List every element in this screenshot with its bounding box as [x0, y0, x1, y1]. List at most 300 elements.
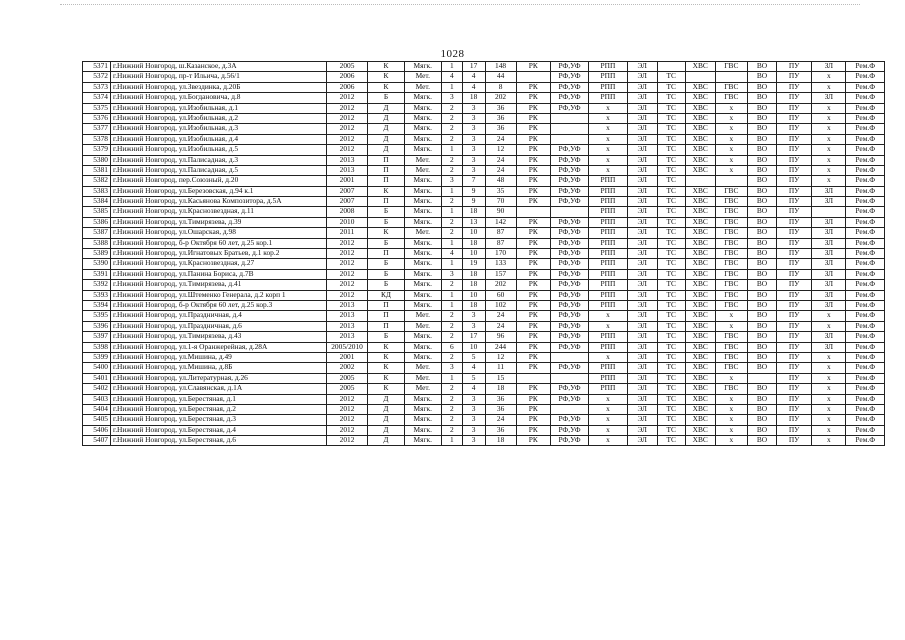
col-vo-cell: ВО: [747, 321, 776, 331]
category-cell: КД: [368, 290, 404, 300]
entrances-cell: 1: [441, 145, 462, 155]
col-gvs-cell: ГВС: [715, 342, 747, 352]
col-rk-cell: РК: [516, 228, 550, 238]
apartments-cell: 142: [485, 217, 516, 227]
year-cell: 2012: [326, 415, 368, 425]
col-el-cell: ЭЛ: [627, 82, 657, 92]
col-rem-cell: Рем.Ф: [846, 113, 885, 123]
entrances-cell: 2: [441, 311, 462, 321]
category-cell: П: [368, 176, 404, 186]
category-cell: П: [368, 155, 404, 165]
col-zl-cell: [812, 207, 846, 217]
apartments-cell: 170: [485, 249, 516, 259]
col-hvs-cell: [685, 72, 715, 82]
row-number-cell: 5399: [83, 352, 111, 362]
roof-cell: Мягк.: [404, 217, 441, 227]
col-rf-uf-cell: РФ,УФ: [550, 300, 588, 310]
col-rf-uf-cell: РФ,УФ: [550, 62, 588, 72]
row-number-cell: 5377: [83, 124, 111, 134]
col-rem-cell: Рем.Ф: [846, 269, 885, 279]
col-gvs-cell: х: [715, 134, 747, 144]
col-pu-cell: ПУ: [776, 363, 811, 373]
year-cell: 2012: [326, 103, 368, 113]
row-number-cell: 5403: [83, 394, 111, 404]
category-cell: Б: [368, 259, 404, 269]
col-vo-cell: ВО: [747, 155, 776, 165]
col-rpp-cell: РПП: [589, 342, 627, 352]
col-rk-cell: РК: [516, 384, 550, 394]
address-cell: г.Нижний Новгород, ул.Изобильная, д.1: [111, 103, 327, 113]
col-el-cell: ЭЛ: [627, 363, 657, 373]
category-cell: К: [368, 72, 404, 82]
roof-cell: Мягк.: [404, 436, 441, 446]
col-pu-cell: ПУ: [776, 321, 811, 331]
col-hvs-cell: ХВС: [685, 384, 715, 394]
address-cell: г.Нижний Новгород, ул.Краснозвездная, д.27: [111, 259, 327, 269]
col-el-cell: ЭЛ: [627, 176, 657, 186]
col-el-cell: ЭЛ: [627, 249, 657, 259]
col-rk-cell: РК: [516, 103, 550, 113]
col-ts-cell: ТС: [657, 228, 685, 238]
col-rf-uf-cell: [550, 373, 588, 383]
category-cell: Д: [368, 404, 404, 414]
floors-cell: 3: [462, 155, 485, 165]
col-el-cell: ЭЛ: [627, 332, 657, 342]
col-pu-cell: ПУ: [776, 62, 811, 72]
col-el-cell: ЭЛ: [627, 425, 657, 435]
category-cell: П: [368, 311, 404, 321]
address-cell: г.Нижний Новгород, ул.Тимирязева, д.41: [111, 280, 327, 290]
col-el-cell: ЭЛ: [627, 436, 657, 446]
category-cell: Д: [368, 103, 404, 113]
row-number-cell: 5393: [83, 290, 111, 300]
row-number-cell: 5380: [83, 155, 111, 165]
col-rk-cell: РК: [516, 145, 550, 155]
col-vo-cell: ВО: [747, 269, 776, 279]
apartments-cell: 24: [485, 311, 516, 321]
year-cell: 2005: [326, 384, 368, 394]
col-gvs-cell: х: [715, 425, 747, 435]
col-ts-cell: ТС: [657, 384, 685, 394]
roof-cell: Мягк.: [404, 134, 441, 144]
col-rem-cell: Рем.Ф: [846, 238, 885, 248]
col-rk-cell: РК: [516, 82, 550, 92]
address-cell: г.Нижний Новгород, ул.Березовская, д.94 к.1: [111, 186, 327, 196]
col-zl-cell: ЗЛ: [812, 217, 846, 227]
address-cell: г.Нижний Новгород, ул.Славянская, д.1А: [111, 384, 327, 394]
col-el-cell: ЭЛ: [627, 197, 657, 207]
year-cell: 2012: [326, 259, 368, 269]
address-cell: г.Нижний Новгород, ул.Изобильная, д.4: [111, 134, 327, 144]
col-el-cell: ЭЛ: [627, 352, 657, 362]
col-vo-cell: ВО: [747, 425, 776, 435]
col-zl-cell: ЗЛ: [812, 269, 846, 279]
address-cell: г.Нижний Новгород, ул.Берестяная, д.1: [111, 394, 327, 404]
col-gvs-cell: ГВС: [715, 332, 747, 342]
col-el-cell: ЭЛ: [627, 155, 657, 165]
col-el-cell: ЭЛ: [627, 290, 657, 300]
table-row: [83, 269, 885, 279]
row-number-cell: 5395: [83, 311, 111, 321]
year-cell: 2012: [326, 145, 368, 155]
col-rem-cell: Рем.Ф: [846, 72, 885, 82]
col-pu-cell: ПУ: [776, 259, 811, 269]
col-pu-cell: ПУ: [776, 280, 811, 290]
col-zl-cell: х: [812, 165, 846, 175]
col-pu-cell: ПУ: [776, 300, 811, 310]
year-cell: 2012: [326, 134, 368, 144]
col-el-cell: ЭЛ: [627, 186, 657, 196]
col-vo-cell: ВО: [747, 300, 776, 310]
col-zl-cell: х: [812, 321, 846, 331]
col-rk-cell: РК: [516, 93, 550, 103]
table-row: [83, 145, 885, 155]
col-rpp-cell: РПП: [589, 384, 627, 394]
year-cell: 2006: [326, 72, 368, 82]
roof-cell: Мягк.: [404, 249, 441, 259]
apartments-cell: 48: [485, 176, 516, 186]
col-rf-uf-cell: РФ,УФ: [550, 176, 588, 186]
col-rpp-cell: х: [589, 103, 627, 113]
col-vo-cell: ВО: [747, 394, 776, 404]
col-ts-cell: ТС: [657, 113, 685, 123]
col-vo-cell: ВО: [747, 332, 776, 342]
entrances-cell: 4: [441, 72, 462, 82]
address-cell: г.Нижний Новгород, ул.Мишина, д.8Б: [111, 363, 327, 373]
col-pu-cell: ПУ: [776, 145, 811, 155]
col-pu-cell: ПУ: [776, 165, 811, 175]
entrances-cell: 4: [441, 249, 462, 259]
col-pu-cell: ПУ: [776, 103, 811, 113]
col-hvs-cell: ХВС: [685, 321, 715, 331]
col-zl-cell: ЗЛ: [812, 62, 846, 72]
year-cell: 2007: [326, 197, 368, 207]
col-zl-cell: х: [812, 352, 846, 362]
col-rk-cell: РК: [516, 197, 550, 207]
floors-cell: 3: [462, 113, 485, 123]
col-rk-cell: РК: [516, 62, 550, 72]
row-number-cell: 5389: [83, 249, 111, 259]
col-rpp-cell: РПП: [589, 249, 627, 259]
roof-cell: Мет.: [404, 155, 441, 165]
category-cell: Б: [368, 269, 404, 279]
col-ts-cell: ТС: [657, 269, 685, 279]
col-rem-cell: Рем.Ф: [846, 124, 885, 134]
col-rem-cell: Рем.Ф: [846, 352, 885, 362]
col-rf-uf-cell: РФ,УФ: [550, 332, 588, 342]
address-cell: г.Нижний Новгород, ул.Панина Бориса, д.7В: [111, 269, 327, 279]
table-row: [83, 300, 885, 310]
col-hvs-cell: ХВС: [685, 311, 715, 321]
col-vo-cell: ВО: [747, 62, 776, 72]
category-cell: П: [368, 321, 404, 331]
col-hvs-cell: ХВС: [685, 124, 715, 134]
col-rk-cell: РК: [516, 436, 550, 446]
col-pu-cell: ПУ: [776, 342, 811, 352]
table-row: [83, 165, 885, 175]
col-rk-cell: РК: [516, 186, 550, 196]
row-number-cell: 5372: [83, 72, 111, 82]
year-cell: 2013: [326, 332, 368, 342]
col-ts-cell: ТС: [657, 238, 685, 248]
col-pu-cell: ПУ: [776, 217, 811, 227]
col-vo-cell: ВО: [747, 238, 776, 248]
floors-cell: 18: [462, 280, 485, 290]
entrances-cell: 2: [441, 394, 462, 404]
col-zl-cell: ЗЛ: [812, 342, 846, 352]
col-pu-cell: ПУ: [776, 373, 811, 383]
apartments-cell: 157: [485, 269, 516, 279]
entrances-cell: 2: [441, 124, 462, 134]
entrances-cell: 1: [441, 186, 462, 196]
col-rem-cell: Рем.Ф: [846, 415, 885, 425]
roof-cell: Мет.: [404, 321, 441, 331]
apartments-cell: 18: [485, 384, 516, 394]
col-rem-cell: Рем.Ф: [846, 363, 885, 373]
col-pu-cell: ПУ: [776, 82, 811, 92]
category-cell: К: [368, 62, 404, 72]
col-el-cell: ЭЛ: [627, 269, 657, 279]
col-pu-cell: ПУ: [776, 197, 811, 207]
col-rpp-cell: РПП: [589, 259, 627, 269]
category-cell: Б: [368, 207, 404, 217]
floors-cell: 9: [462, 186, 485, 196]
table-row: [83, 332, 885, 342]
col-rf-uf-cell: РФ,УФ: [550, 103, 588, 113]
apartments-cell: 60: [485, 290, 516, 300]
col-gvs-cell: ГВС: [715, 238, 747, 248]
col-rf-uf-cell: РФ,УФ: [550, 311, 588, 321]
col-ts-cell: ТС: [657, 342, 685, 352]
col-ts-cell: ТС: [657, 300, 685, 310]
col-ts-cell: ТС: [657, 259, 685, 269]
apartments-cell: 8: [485, 82, 516, 92]
col-pu-cell: ПУ: [776, 352, 811, 362]
category-cell: К: [368, 342, 404, 352]
col-el-cell: ЭЛ: [627, 134, 657, 144]
col-rk-cell: РК: [516, 300, 550, 310]
col-ts-cell: ТС: [657, 165, 685, 175]
col-rf-uf-cell: РФ,УФ: [550, 93, 588, 103]
col-ts-cell: ТС: [657, 249, 685, 259]
col-rem-cell: Рем.Ф: [846, 373, 885, 383]
col-vo-cell: ВО: [747, 145, 776, 155]
year-cell: 2002: [326, 363, 368, 373]
address-cell: г.Нижний Новгород, ул.Звездинка, д.20Б: [111, 82, 327, 92]
col-ts-cell: ТС: [657, 311, 685, 321]
row-number-cell: 5375: [83, 103, 111, 113]
col-rf-uf-cell: [550, 404, 588, 414]
col-rk-cell: РК: [516, 113, 550, 123]
address-cell: г.Нижний Новгород, ул.Палисадная, д.5: [111, 165, 327, 175]
year-cell: 2013: [326, 311, 368, 321]
entrances-cell: 2: [441, 280, 462, 290]
year-cell: 2012: [326, 124, 368, 134]
col-pu-cell: ПУ: [776, 228, 811, 238]
col-rf-uf-cell: РФ,УФ: [550, 228, 588, 238]
col-hvs-cell: ХВС: [685, 197, 715, 207]
col-el-cell: ЭЛ: [627, 311, 657, 321]
col-vo-cell: ВО: [747, 165, 776, 175]
col-rem-cell: Рем.Ф: [846, 311, 885, 321]
table-row: [83, 404, 885, 414]
col-zl-cell: ЗЛ: [812, 290, 846, 300]
row-number-cell: 5379: [83, 145, 111, 155]
apartments-cell: 36: [485, 103, 516, 113]
col-ts-cell: ТС: [657, 103, 685, 113]
col-ts-cell: ТС: [657, 217, 685, 227]
col-rk-cell: РК: [516, 415, 550, 425]
floors-cell: 18: [462, 300, 485, 310]
col-gvs-cell: ГВС: [715, 269, 747, 279]
col-vo-cell: ВО: [747, 93, 776, 103]
year-cell: 2005/2010: [326, 342, 368, 352]
col-vo-cell: ВО: [747, 186, 776, 196]
table-row: [83, 290, 885, 300]
col-ts-cell: ТС: [657, 93, 685, 103]
year-cell: 2005: [326, 62, 368, 72]
address-cell: г.Нижний Новгород, ул.Краснозвездная, д.11: [111, 207, 327, 217]
floors-cell: 3: [462, 425, 485, 435]
col-hvs-cell: ХВС: [685, 332, 715, 342]
category-cell: Д: [368, 134, 404, 144]
col-zl-cell: ЗЛ: [812, 228, 846, 238]
roof-cell: Мет.: [404, 165, 441, 175]
col-hvs-cell: ХВС: [685, 165, 715, 175]
table-row: [83, 134, 885, 144]
col-ts-cell: ТС: [657, 145, 685, 155]
col-hvs-cell: ХВС: [685, 342, 715, 352]
col-pu-cell: ПУ: [776, 134, 811, 144]
entrances-cell: 1: [441, 259, 462, 269]
entrances-cell: 6: [441, 342, 462, 352]
col-rem-cell: Рем.Ф: [846, 425, 885, 435]
roof-cell: Мягк.: [404, 332, 441, 342]
col-zl-cell: х: [812, 373, 846, 383]
col-rpp-cell: РПП: [589, 269, 627, 279]
table-row: [83, 249, 885, 259]
col-rem-cell: Рем.Ф: [846, 394, 885, 404]
floors-cell: 3: [462, 145, 485, 155]
row-number-cell: 5371: [83, 62, 111, 72]
year-cell: 2013: [326, 155, 368, 165]
col-rf-uf-cell: [550, 113, 588, 123]
roof-cell: Мягк.: [404, 145, 441, 155]
category-cell: К: [368, 384, 404, 394]
col-pu-cell: ПУ: [776, 425, 811, 435]
table-row: [83, 352, 885, 362]
col-pu-cell: ПУ: [776, 93, 811, 103]
roof-cell: Мягк.: [404, 176, 441, 186]
floors-cell: 3: [462, 103, 485, 113]
apartments-cell: 36: [485, 124, 516, 134]
col-rpp-cell: х: [589, 145, 627, 155]
col-vo-cell: ВО: [747, 134, 776, 144]
col-rpp-cell: х: [589, 425, 627, 435]
table-row: [83, 436, 885, 446]
roof-cell: Мягк.: [404, 280, 441, 290]
col-gvs-cell: ГВС: [715, 280, 747, 290]
col-rf-uf-cell: РФ,УФ: [550, 384, 588, 394]
entrances-cell: 1: [441, 62, 462, 72]
col-zl-cell: ЗЛ: [812, 280, 846, 290]
roof-cell: Мягк.: [404, 300, 441, 310]
col-el-cell: ЭЛ: [627, 415, 657, 425]
col-gvs-cell: х: [715, 436, 747, 446]
address-cell: г.Нижний Новгород, ул.Палисадная, д.3: [111, 155, 327, 165]
col-rf-uf-cell: РФ,УФ: [550, 145, 588, 155]
col-ts-cell: ТС: [657, 436, 685, 446]
col-zl-cell: х: [812, 415, 846, 425]
col-vo-cell: ВО: [747, 259, 776, 269]
col-el-cell: ЭЛ: [627, 373, 657, 383]
table-row: [83, 342, 885, 352]
entrances-cell: 2: [441, 415, 462, 425]
category-cell: П: [368, 197, 404, 207]
col-zl-cell: х: [812, 113, 846, 123]
year-cell: 2012: [326, 238, 368, 248]
col-vo-cell: ВО: [747, 228, 776, 238]
category-cell: Б: [368, 217, 404, 227]
roof-cell: Мягк.: [404, 103, 441, 113]
year-cell: 2013: [326, 165, 368, 175]
address-cell: г.Нижний Новгород, ул.Тимирязева, д.39: [111, 217, 327, 227]
col-rem-cell: Рем.Ф: [846, 332, 885, 342]
category-cell: К: [368, 352, 404, 362]
floors-cell: 18: [462, 93, 485, 103]
col-gvs-cell: ГВС: [715, 82, 747, 92]
col-gvs-cell: ГВС: [715, 384, 747, 394]
entrances-cell: 2: [441, 228, 462, 238]
col-rem-cell: Рем.Ф: [846, 103, 885, 113]
entrances-cell: 1: [441, 238, 462, 248]
page-number: 1028: [440, 48, 465, 60]
col-gvs-cell: х: [715, 103, 747, 113]
col-zl-cell: ЗЛ: [812, 197, 846, 207]
col-rk-cell: [516, 72, 550, 82]
col-rf-uf-cell: РФ,УФ: [550, 186, 588, 196]
category-cell: Д: [368, 425, 404, 435]
table-row: [83, 228, 885, 238]
entrances-cell: 2: [441, 113, 462, 123]
floors-cell: 3: [462, 134, 485, 144]
address-cell: г.Нижний Новгород, б-р Октября 60 лет, д.25 кор.1: [111, 238, 327, 248]
col-zl-cell: х: [812, 394, 846, 404]
col-rpp-cell: РПП: [589, 363, 627, 373]
roof-cell: Мягк.: [404, 290, 441, 300]
col-rem-cell: Рем.Ф: [846, 228, 885, 238]
row-number-cell: 5397: [83, 332, 111, 342]
col-vo-cell: ВО: [747, 363, 776, 373]
category-cell: П: [368, 165, 404, 175]
col-vo-cell: ВО: [747, 72, 776, 82]
col-hvs-cell: ХВС: [685, 259, 715, 269]
col-rpp-cell: РПП: [589, 280, 627, 290]
year-cell: 2007: [326, 186, 368, 196]
col-ts-cell: ТС: [657, 197, 685, 207]
col-pu-cell: ПУ: [776, 415, 811, 425]
year-cell: 2012: [326, 425, 368, 435]
col-zl-cell: х: [812, 72, 846, 82]
col-hvs-cell: ХВС: [685, 280, 715, 290]
col-rem-cell: Рем.Ф: [846, 145, 885, 155]
col-gvs-cell: х: [715, 145, 747, 155]
col-hvs-cell: ХВС: [685, 186, 715, 196]
col-hvs-cell: ХВС: [685, 269, 715, 279]
col-el-cell: ЭЛ: [627, 124, 657, 134]
col-el-cell: ЭЛ: [627, 103, 657, 113]
col-zl-cell: х: [812, 311, 846, 321]
